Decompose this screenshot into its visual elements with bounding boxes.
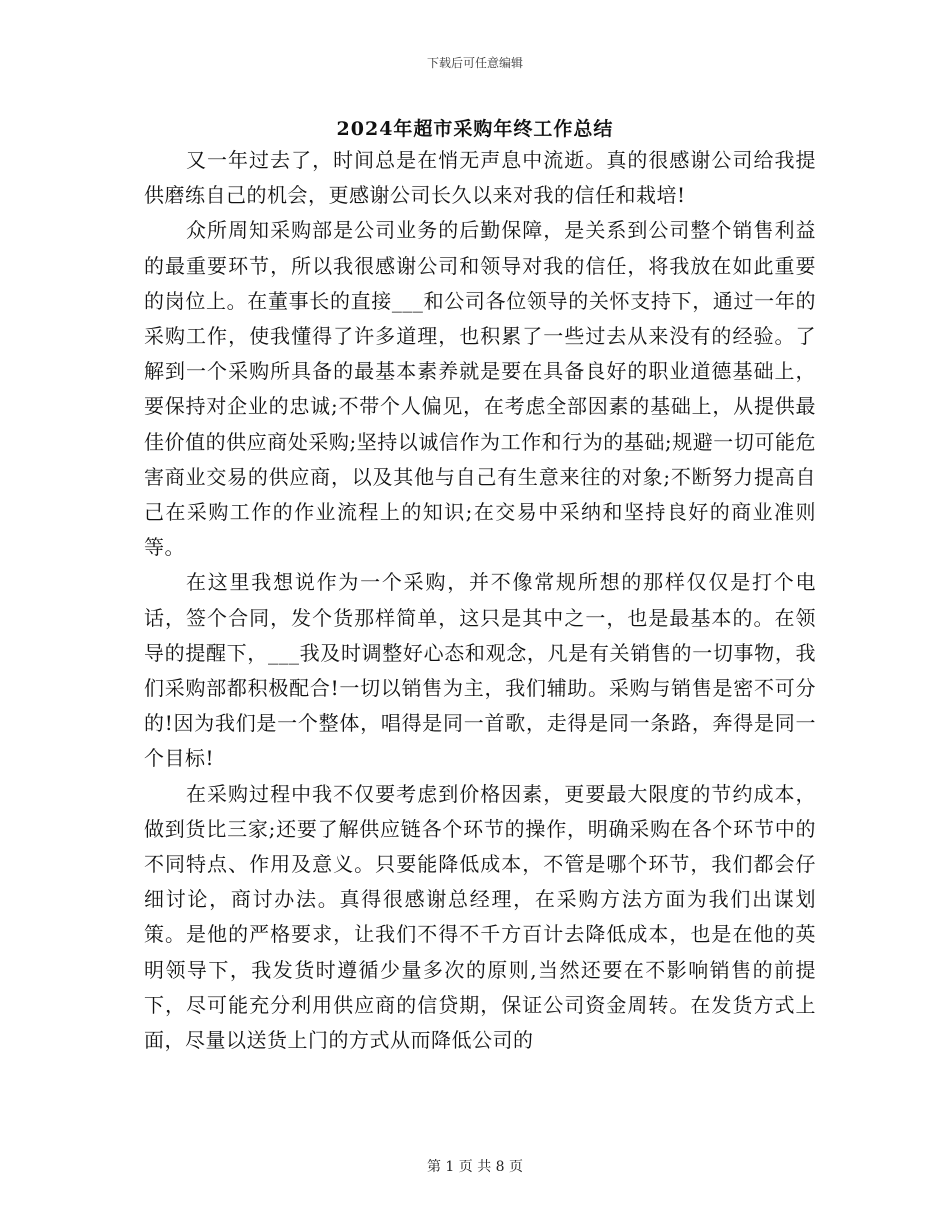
document-body [144,143,816,1058]
paragraph-cooperation: 在这里我想说作为一个采购，并不像常规所想的那样仅仅是打个电话，签个合同，发个货那样简单，这只是其中之一，也是最基本的。在领导的提醒下，___我及时调整好心态和观念，凡是有关销售的一切事物，我们采购部都积极配合!一切以销售为主，我们辅助。采购与销售是密不可分的!因为我们是一个整体，唱得是同一首歌，走得是同一条路，奔得是同一个目标! [144,570,816,771]
paragraph-cost-control: 在采购过程中我不仅要考虑到价格因素，更要最大限度的节约成本，做到货比三家;还要了解供应链各个环节的操作，明确采购在各个环节中的不同特点、作用及意义。只要能降低成本，不管是哪个环节，我们都会仔细讨论，商讨办法。真得很感谢总经理，在采购方法方面为我们出谋划策。是他的严格要求，让我们不得不千方百计去降低成本，也是在他的英明领导下，我发货时遵循少量多次的原则,当然还要在不影响销售的前提下，尽可能充分利用供应商的信贷期，保证公司资金周转。在发货方式上面，尽量以送货上门的方式从而降低公司的 [144,781,816,1053]
paragraph-role-importance: 众所周知采购部是公司业务的后勤保障，是关系到公司整个销售利益的最重要环节，所以我很感谢公司和领导对我的信任，将我放在如此重要的岗位上。在董事长的直接___和公司各位领导的关怀支持下，通过一年的采购工作，使我懂得了许多道理，也积累了一些过去从来没有的经验。了解到一个采购所具备的最基本素养就是要在具备良好的职业道德基础上，要保持对企业的忠诚;不带个人偏见，在考虑全部因素的基础上，从提供最佳价值的供应商处采购;坚持以诚信作为工作和行为的基础;规避一切可能危害商业交易的供应商，以及其他与自己有生意来往的对象;不断努力提高自己在采购工作的作业流程上的知识;在交易中采纳和坚持良好的商业准则等。 [144,218,816,560]
paragraph-intro: 又一年过去了，时间总是在悄无声息中流逝。真的很感谢公司给我提供磨练自己的机会，更感谢公司长久以来对我的信任和栽培! [144,148,816,208]
document-title: 2024年超市采购年终工作总结 [336,118,614,140]
page-number: 第 1 页 共 8 页 [426,1159,524,1175]
header-note: 下载后可任意编辑 [426,56,523,70]
